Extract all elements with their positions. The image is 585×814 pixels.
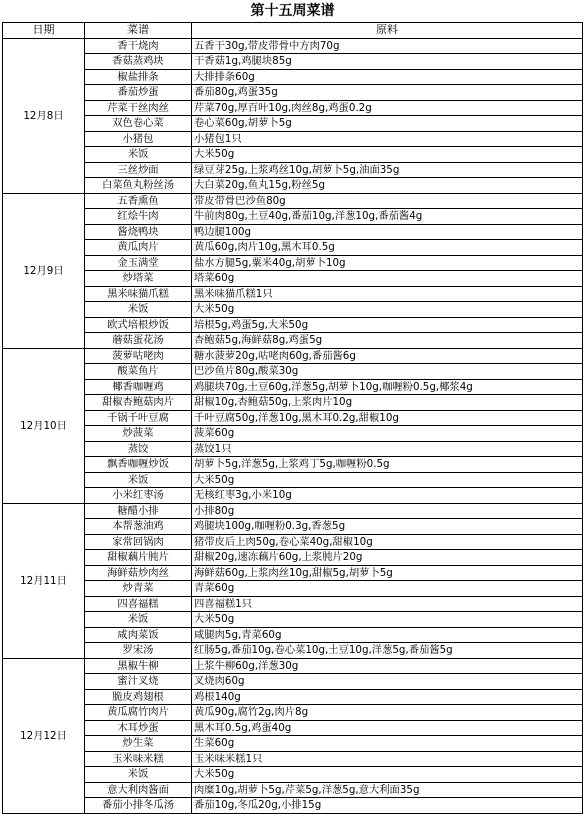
- dish-ingredients: 黄瓜90g,腐竹2g,肉片8g: [192, 705, 583, 721]
- table-row: [3, 209, 583, 225]
- dish-name: 椒盐排条: [85, 69, 192, 85]
- table-row: [3, 426, 583, 442]
- dish-ingredients: 大米50g: [192, 767, 583, 783]
- dish-name: 罗宋汤: [85, 643, 192, 659]
- table-row: [3, 116, 583, 132]
- table-row: [3, 503, 583, 519]
- table-row: [3, 100, 583, 116]
- dish-name: 五香熏鱼: [85, 193, 192, 209]
- dish-ingredients: 黑米味猫爪糕1只: [192, 286, 583, 302]
- dish-name: 意大利肉酱面: [85, 782, 192, 798]
- table-row: [3, 736, 583, 752]
- table-row: [3, 147, 583, 163]
- header-row: [3, 23, 583, 39]
- dish-ingredients: 番茄80g,鸡蛋35g: [192, 85, 583, 101]
- dish-name: 椰香咖喱鸡: [85, 379, 192, 395]
- dish-ingredients: 甜椒10g,杏鲍菇50g,上浆肉片10g: [192, 395, 583, 411]
- dish-ingredients: 塔菜60g: [192, 271, 583, 287]
- dish-name: 玉米味米糕: [85, 751, 192, 767]
- dish-ingredients: 生菜60g: [192, 736, 583, 752]
- dish-ingredients: 杏鲍菇5g,海鲜菇8g,鸡蛋5g: [192, 333, 583, 349]
- dish-ingredients: 培根5g,鸡蛋5g,大米50g: [192, 317, 583, 333]
- table-row: [3, 410, 583, 426]
- dish-ingredients: 鸡腿块100g,咖喱粉0.3g,香葱5g: [192, 519, 583, 535]
- header-ingredients: 原料: [192, 23, 583, 39]
- dish-ingredients: 干香菇1g,鸡腿块85g: [192, 54, 583, 70]
- dish-ingredients: 大米50g: [192, 612, 583, 628]
- dish-ingredients: 黑木耳0.5g,鸡蛋40g: [192, 720, 583, 736]
- table-row: [3, 519, 583, 535]
- menu-body: [3, 38, 583, 813]
- dish-name: 菠萝咕咾肉: [85, 348, 192, 364]
- dish-name: 金玉满堂: [85, 255, 192, 271]
- dish-name: 红烩牛肉: [85, 209, 192, 225]
- table-row: [3, 302, 583, 318]
- dish-ingredients: 小猪包1只: [192, 131, 583, 147]
- dish-ingredients: 肉糜10g,胡萝卜5g,芹菜5g,洋葱5g,意大利面35g: [192, 782, 583, 798]
- dish-ingredients: 胡萝卜5g,洋葱5g,上浆鸡丁5g,咖喱粉0.5g: [192, 457, 583, 473]
- table-row: [3, 224, 583, 240]
- dish-name: 米饭: [85, 472, 192, 488]
- table-row: [3, 162, 583, 178]
- dish-ingredients: 蒸饺1只: [192, 441, 583, 457]
- header-date: 日期: [3, 23, 85, 39]
- dish-name: 炒生菜: [85, 736, 192, 752]
- dish-ingredients: 小排80g: [192, 503, 583, 519]
- dish-name: 木耳炒蛋: [85, 720, 192, 736]
- dish-ingredients: 巴沙鱼片80g,酸菜30g: [192, 364, 583, 380]
- dish-ingredients: 鸭边腿100g: [192, 224, 583, 240]
- dish-ingredients: 无核红枣3g,小米10g: [192, 488, 583, 504]
- table-row: [3, 69, 583, 85]
- dish-name: 芹菜干丝肉丝: [85, 100, 192, 116]
- dish-ingredients: 咸腿肉5g,青菜60g: [192, 627, 583, 643]
- dish-ingredients: 带皮带骨巴沙鱼80g: [192, 193, 583, 209]
- dish-name: 蘑菇蛋花汤: [85, 333, 192, 349]
- dish-ingredients: 猪带皮后上肉50g,卷心菜40g,甜椒10g: [192, 534, 583, 550]
- dish-ingredients: 菠菜60g: [192, 426, 583, 442]
- day-date: 12月8日: [3, 38, 85, 193]
- dish-name: 炒塔菜: [85, 271, 192, 287]
- dish-ingredients: 红肠5g,番茄10g,卷心菜10g,土豆10g,洋葱5g,番茄酱5g: [192, 643, 583, 659]
- table-row: [3, 131, 583, 147]
- table-row: [3, 565, 583, 581]
- dish-name: 香菇蒸鸡块: [85, 54, 192, 70]
- table-row: [3, 643, 583, 659]
- dish-name: 黑椒牛柳: [85, 658, 192, 674]
- dish-ingredients: 大米50g: [192, 147, 583, 163]
- table-row: [3, 612, 583, 628]
- table-row: [3, 271, 583, 287]
- dish-name: 家常回锅肉: [85, 534, 192, 550]
- dish-name: 酱烧鸭块: [85, 224, 192, 240]
- day-date: 12月12日: [3, 658, 85, 813]
- table-row: [3, 658, 583, 674]
- table-row: [3, 767, 583, 783]
- table-row: [3, 441, 583, 457]
- dish-name: 小猪包: [85, 131, 192, 147]
- menu-table: [2, 22, 583, 814]
- table-row: [3, 395, 583, 411]
- dish-name: 白菜鱼丸粉丝汤: [85, 178, 192, 194]
- table-row: [3, 596, 583, 612]
- dish-ingredients: 玉米味米糕1只: [192, 751, 583, 767]
- table-row: [3, 364, 583, 380]
- dish-name: 飘香咖喱炒饭: [85, 457, 192, 473]
- dish-name: 咸肉菜饭: [85, 627, 192, 643]
- dish-name: 千锅千叶豆腐: [85, 410, 192, 426]
- dish-name: 欧式培根炒饭: [85, 317, 192, 333]
- dish-name: 甜椒藕片肫片: [85, 550, 192, 566]
- table-row: [3, 193, 583, 209]
- table-row: [3, 720, 583, 736]
- table-row: [3, 581, 583, 597]
- dish-name: 米饭: [85, 302, 192, 318]
- table-row: [3, 751, 583, 767]
- dish-ingredients: 大米50g: [192, 472, 583, 488]
- dish-name: 炒菠菜: [85, 426, 192, 442]
- dish-name: 番茄小排冬瓜汤: [85, 798, 192, 814]
- dish-ingredients: 绿豆芽25g,上浆鸡丝10g,胡萝卜5g,油面35g: [192, 162, 583, 178]
- table-row: [3, 534, 583, 550]
- table-row: [3, 674, 583, 690]
- dish-ingredients: 牛前肉80g,土豆40g,番茄10g,洋葱10g,番茄酱4g: [192, 209, 583, 225]
- dish-name: 米饭: [85, 612, 192, 628]
- page-title: 第十五周菜谱: [250, 3, 335, 19]
- dish-ingredients: 鸡腿块70g,土豆60g,洋葱5g,胡萝卜10g,咖喱粉0.5g,椰浆4g: [192, 379, 583, 395]
- dish-name: 糖醋小排: [85, 503, 192, 519]
- dish-name: 黄瓜肉片: [85, 240, 192, 256]
- table-row: [3, 379, 583, 395]
- dish-name: 脆皮鸡翅根: [85, 689, 192, 705]
- table-row: [3, 488, 583, 504]
- table-row: [3, 317, 583, 333]
- dish-name: 四喜福糕: [85, 596, 192, 612]
- dish-ingredients: 上浆牛柳60g,洋葱30g: [192, 658, 583, 674]
- dish-name: 米饭: [85, 767, 192, 783]
- dish-ingredients: 卷心菜60g,胡萝卜5g: [192, 116, 583, 132]
- dish-ingredients: 芹菜70g,厚百叶10g,肉丝8g,鸡蛋0.2g: [192, 100, 583, 116]
- dish-name: 甜椒杏鲍菇肉片: [85, 395, 192, 411]
- dish-name: 海鲜菇炒肉丝: [85, 565, 192, 581]
- dish-name: 蜜汁叉烧: [85, 674, 192, 690]
- dish-ingredients: 黄瓜60g,肉片10g,黑木耳0.5g: [192, 240, 583, 256]
- dish-ingredients: 四喜福糕1只: [192, 596, 583, 612]
- table-row: [3, 178, 583, 194]
- dish-name: 黑米味猫爪糕: [85, 286, 192, 302]
- dish-name: 香干烧肉: [85, 38, 192, 54]
- table-row: [3, 689, 583, 705]
- table-row: [3, 38, 583, 54]
- dish-ingredients: 大排排条60g: [192, 69, 583, 85]
- dish-name: 黄瓜腐竹肉片: [85, 705, 192, 721]
- day-date: 12月10日: [3, 348, 85, 503]
- header-dish: 菜谱: [85, 23, 192, 39]
- dish-ingredients: 鸡根140g: [192, 689, 583, 705]
- day-date: 12月11日: [3, 503, 85, 658]
- dish-ingredients: 甜椒20g,速冻藕片60g,上浆肫片20g: [192, 550, 583, 566]
- dish-name: 番茄炒蛋: [85, 85, 192, 101]
- dish-ingredients: 糖水菠萝20g,咕咾肉60g,番茄酱6g: [192, 348, 583, 364]
- table-row: [3, 348, 583, 364]
- day-date: 12月9日: [3, 193, 85, 348]
- dish-ingredients: 大米50g: [192, 302, 583, 318]
- dish-name: 三丝炒面: [85, 162, 192, 178]
- dish-name: 米饭: [85, 147, 192, 163]
- table-row: [3, 705, 583, 721]
- dish-ingredients: 千叶豆腐50g,洋葱10g,黑木耳0.2g,甜椒10g: [192, 410, 583, 426]
- table-row: [3, 54, 583, 70]
- dish-ingredients: 番茄10g,冬瓜20g,小排15g: [192, 798, 583, 814]
- dish-name: 本帮葱油鸡: [85, 519, 192, 535]
- dish-name: 炒青菜: [85, 581, 192, 597]
- table-row: [3, 286, 583, 302]
- table-row: [3, 457, 583, 473]
- table-row: [3, 472, 583, 488]
- table-row: [3, 255, 583, 271]
- table-row: [3, 782, 583, 798]
- dish-ingredients: 海鲜菇60g,上浆肉丝10g,甜椒5g,胡萝卜5g: [192, 565, 583, 581]
- dish-name: 双色卷心菜: [85, 116, 192, 132]
- dish-ingredients: 盐水方腿5g,粟米40g,胡萝卜10g: [192, 255, 583, 271]
- table-row: [3, 85, 583, 101]
- table-row: [3, 798, 583, 814]
- dish-name: 酸菜鱼片: [85, 364, 192, 380]
- table-row: [3, 240, 583, 256]
- table-row: [3, 627, 583, 643]
- dish-name: 蒸饺: [85, 441, 192, 457]
- dish-name: 小米红枣汤: [85, 488, 192, 504]
- table-row: [3, 550, 583, 566]
- dish-ingredients: 叉烧肉60g: [192, 674, 583, 690]
- dish-ingredients: 青菜60g: [192, 581, 583, 597]
- dish-ingredients: 五香干30g,带皮带骨中方肉70g: [192, 38, 583, 54]
- table-row: [3, 333, 583, 349]
- dish-ingredients: 大白菜20g,鱼丸15g,粉丝5g: [192, 178, 583, 194]
